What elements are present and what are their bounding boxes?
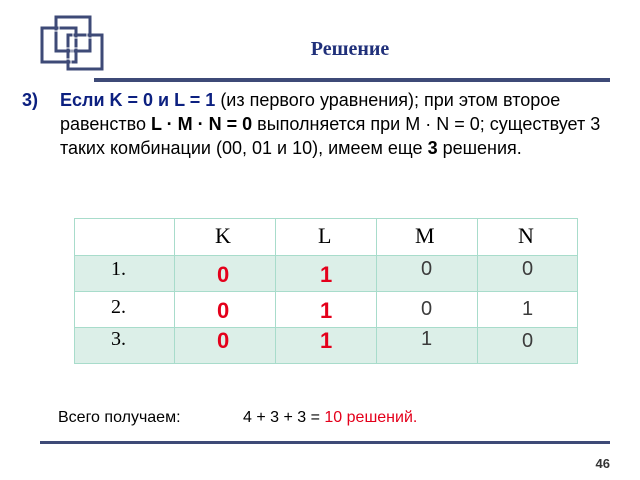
cell-m: 1 <box>421 328 433 350</box>
cell-m: 0 <box>421 298 433 320</box>
text-part-3: решения. <box>437 138 522 158</box>
header-m: M <box>415 223 435 248</box>
cell-m: 0 <box>421 258 433 280</box>
row-index: 1. <box>111 258 126 280</box>
cell-l: 1 <box>320 262 333 287</box>
header-n: N <box>518 223 534 248</box>
item-number: 3) <box>22 90 39 110</box>
cell-k: 0 <box>217 298 230 323</box>
title-divider <box>94 78 610 82</box>
total-label: Всего получаем: <box>58 409 181 426</box>
row-index: 3. <box>111 328 126 350</box>
total-line <box>243 409 417 427</box>
header-l: L <box>318 223 332 248</box>
header-k: K <box>215 223 231 248</box>
combinations-table <box>74 218 578 364</box>
cell-n: 0 <box>522 330 534 352</box>
row-index: 2. <box>111 296 126 318</box>
solution-paragraph <box>60 88 620 160</box>
total-result: 10 решений. <box>324 409 418 426</box>
footer-divider <box>40 441 610 444</box>
condition-text: Если K = 0 и L = 1 <box>60 90 216 110</box>
slide-title: Решение <box>310 38 390 60</box>
table-row <box>75 256 578 292</box>
equation-text: L · M · N = 0 <box>150 114 253 134</box>
cell-k: 0 <box>217 262 230 287</box>
cell-n: 1 <box>522 298 534 320</box>
cell-n: 0 <box>522 258 534 280</box>
table-header-row <box>75 219 578 256</box>
text-part-1: (из первого уравнения); при этом второе равенство <box>60 90 561 134</box>
cell-l: 1 <box>320 298 333 323</box>
total-expression: 4 + 3 + 3 = <box>243 409 325 426</box>
table-row <box>75 328 578 364</box>
cell-k: 0 <box>217 328 230 353</box>
text-part-2: выполняется при M · N = 0; существует 3 таких комбинации (00, 01 и 10), имеем еще <box>60 114 601 158</box>
cell-l: 1 <box>320 328 333 353</box>
page-number: 46 <box>595 456 610 471</box>
table-row <box>75 292 578 328</box>
solution-count: 3 <box>427 138 438 158</box>
